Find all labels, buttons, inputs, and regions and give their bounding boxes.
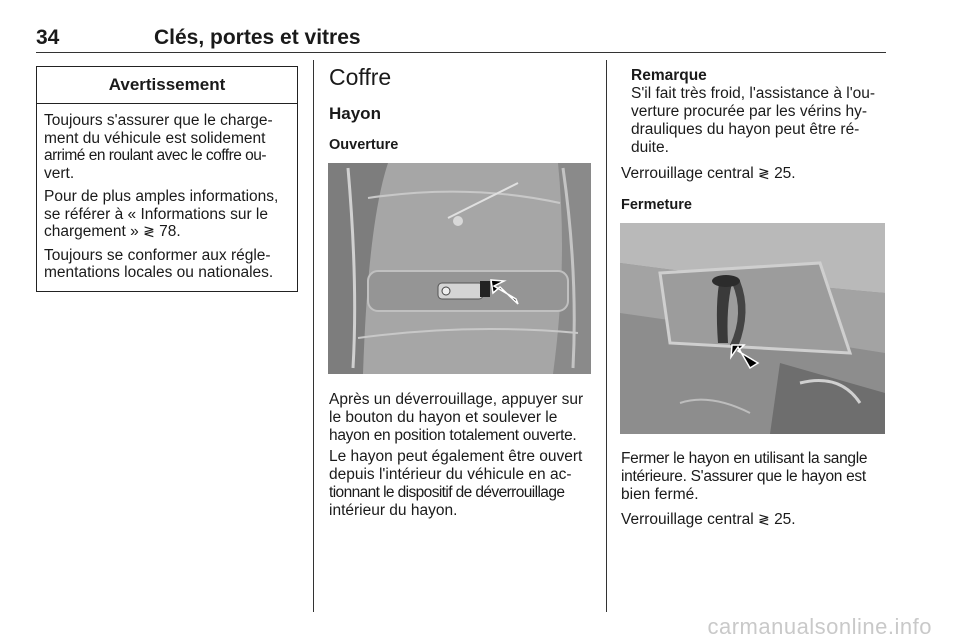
warning-box [36, 66, 298, 292]
column-divider-left [313, 60, 314, 612]
section-title: Coffre [329, 64, 392, 90]
central-locking-reference-1: Verrouillage central ≷ 25. [621, 165, 796, 182]
column-divider-right [606, 60, 607, 612]
note-block: Remarque S'il fait très froid, l'assistance à l'ou- verture procurée par les vérins hy- drauliques du hayon peut être ré- duite. [631, 67, 876, 156]
page-reference-link[interactable]: 25. [774, 165, 796, 182]
page-number: 34 [36, 26, 60, 49]
closing-heading: Fermeture [621, 197, 692, 213]
closing-paragraph: Fermer le hayon en utilisant la sangle intérieure. S'assurer que le hayon est bien fermé. [621, 450, 868, 503]
tailgate-button-illustration [328, 163, 591, 374]
page-reference-link[interactable]: 78. [159, 223, 181, 240]
warning-title: Avertissement [37, 67, 297, 104]
opening-paragraph-2: Le hayon peut également être ouvert depuis l'intérieur du véhicule en ac- tionnant le dispositif de déverrouillage intérieur du hayon. [329, 448, 583, 519]
opening-paragraph-1: Après un déverrouillage, appuyer sur le bouton du hayon et soulever le hayon en position totalement ouverte. [329, 391, 584, 444]
subsection-title: Hayon [329, 104, 381, 123]
page-header [36, 22, 886, 53]
central-locking-reference-2: Verrouillage central ≷ 25. [621, 511, 796, 528]
chapter-title: Clés, portes et vitres [154, 26, 361, 49]
tailgate-strap-illustration [620, 223, 885, 434]
page-reference-icon: ≷ [143, 223, 155, 239]
note-title: Remarque [631, 67, 707, 84]
warning-paragraph-2: Pour de plus amples informations, se référer à « Informations sur le chargement » ≷ 78. [44, 188, 279, 240]
warning-paragraph-3: Toujours se conformer aux régle- mentations locales ou nationales. [44, 246, 274, 281]
page-reference-link[interactable]: 25. [774, 511, 796, 528]
page-reference-icon: ≷ [758, 165, 770, 181]
opening-heading: Ouverture [329, 137, 399, 153]
page-reference-icon: ≷ [758, 511, 770, 527]
tailgate-interior-image [620, 223, 885, 434]
tailgate-exterior-image [328, 163, 591, 374]
warning-paragraph-1: Toujours s'assurer que le charge- ment du véhicule est solidement arrimé en roulant avec le coffre ou- vert. [44, 112, 273, 182]
watermark: carmanualsonline.info [707, 614, 932, 639]
